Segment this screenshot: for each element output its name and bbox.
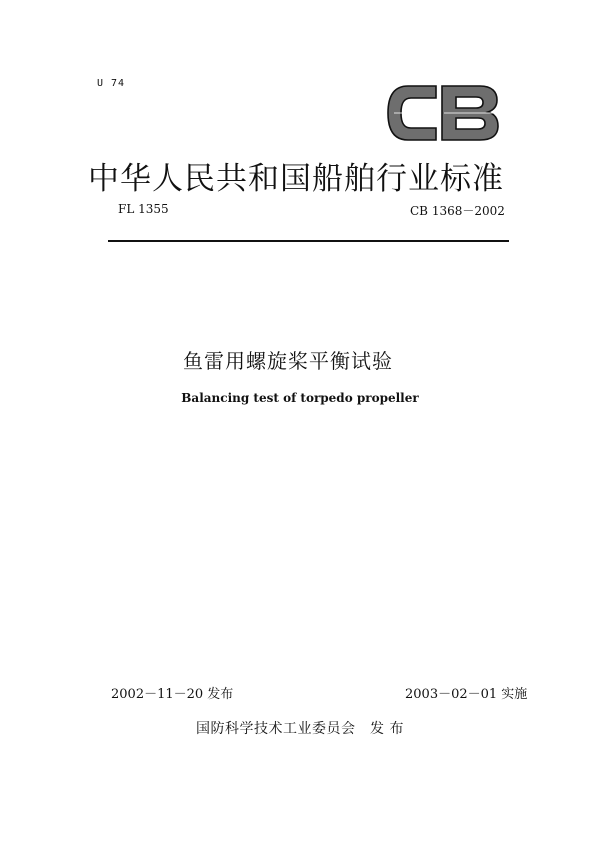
standard-title: 中华人民共和国船舶行业标准 bbox=[88, 161, 504, 197]
cb-logo bbox=[386, 84, 500, 142]
publisher: 国防科学技术工业委员会 发 布 bbox=[196, 721, 404, 737]
fl-code: FL 1355 bbox=[118, 202, 169, 216]
classification-code: U 74 bbox=[97, 78, 126, 89]
implementation-date: 2003－02－01 实施 bbox=[405, 687, 528, 702]
document-title-english: Balancing test of torpedo propeller bbox=[181, 391, 419, 405]
header-rule bbox=[108, 240, 509, 242]
standard-number: CB 1368－2002 bbox=[410, 204, 505, 218]
issue-date: 2002－11－20 发布 bbox=[111, 687, 234, 702]
document-title-chinese: 鱼雷用螺旋桨平衡试验 bbox=[183, 349, 393, 373]
